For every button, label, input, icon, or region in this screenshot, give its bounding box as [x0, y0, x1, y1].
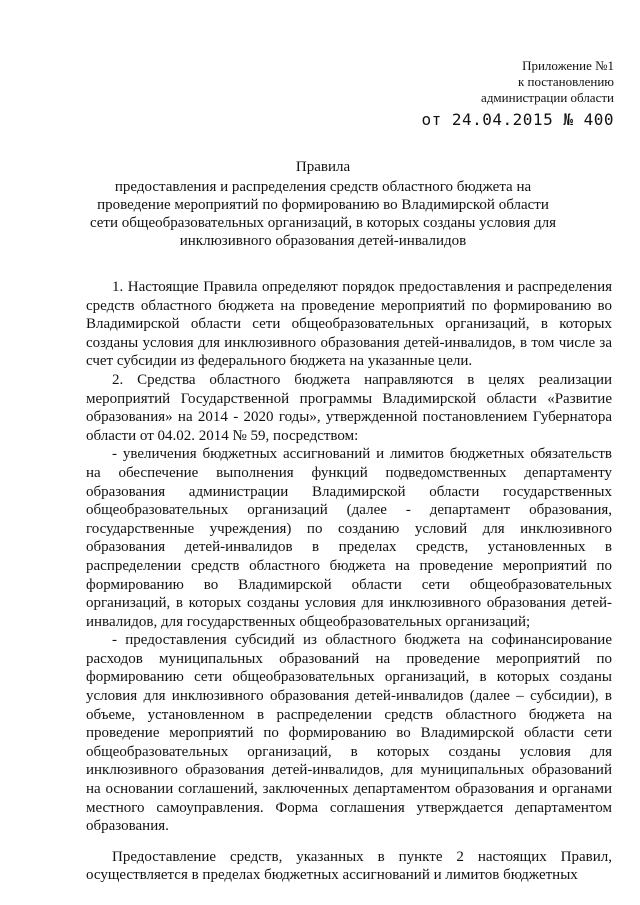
document-body [86, 278, 612, 885]
date-number-stamp: от 24.04.2015 № 400 [421, 110, 614, 129]
paragraph-2: 2. Средства областного бюджета направляются в целях реализации мероприятий Государственной программы Владимирской области «Развитие образования» на 2014 - 2020 годы», утвержденной постановлением Губернатора области от 04.02. 2014 № 59, посредством: [86, 371, 612, 444]
paragraph-5: Предоставление средств, указанных в пункте 2 настоящих Правил, осуществляется в пределах бюджетных ассигнований и лимитов бюджетных [86, 848, 612, 884]
administration-reference: администрации области [481, 90, 614, 105]
title-heading: Правила [295, 159, 351, 175]
document-title [88, 158, 558, 250]
title-text: предоставления и распределения средств областного бюджета на проведение мероприятий по формированию во Владимирской области сети общеобразовательных организаций, в которых созданы условия для инклюзивного образования детей-инвалидов [89, 179, 557, 249]
paragraph-4: - предоставления субсидий из областного бюджета на софинансирование расходов муниципальных образований на проведение мероприятий по формированию сети общеобразовательных организаций, в которых созданы условия для инклюзивного образования детей-инвалидов (далее – субсидии), в объеме, установленном в распределении средств областного бюджета на проведение мероприятий по формированию во Владимирской области сети общеобразовательных организаций, в которых созданы условия для инклюзивного образования детей-инвалидов, для муниципальных образований на основании соглашений, заключенных департаментом образования и органами местного самоуправления. Форма соглашения утверждается департаментом образования. [86, 632, 612, 835]
paragraph-3: - увеличения бюджетных ассигнований и лимитов бюджетных обязательств на обеспечение выполнения функций подведомственных департаменту образования администрации Владимирской области государственных общеобразовательных организаций (далее - департамент образования, государственные учреждения) по созданию условий для инклюзивного образования детей-инвалидов в пределах средств, установленных в распределении средств областного бюджета на проведение мероприятий по формированию во Владимирской области сети общеобразовательных организаций, в которых созданы условия для инклюзивного образования детей-инвалидов, для государственных общеобразовательных организаций; [86, 446, 612, 630]
resolution-reference: к постановлению [517, 74, 614, 89]
paragraph-1: 1. Настоящие Правила определяют порядок предоставления и распределения средств областного бюджета на проведение мероприятий по формированию во Владимирской области сети общеобразовательных организаций, в которых созданы условия для инклюзивного образования детей-инвалидов, в том числе за счет субсидии из федерального бюджета на указанные цели. [86, 279, 612, 370]
appendix-label: Приложение №1 [522, 58, 614, 73]
appendix-header [421, 58, 614, 128]
